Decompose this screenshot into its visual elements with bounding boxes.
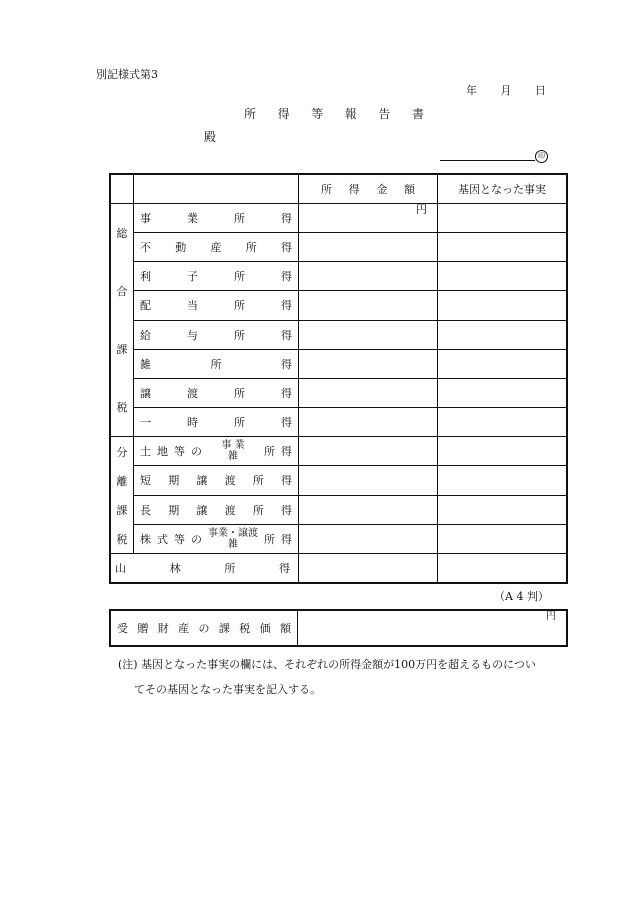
- amount-input[interactable]: [299, 524, 438, 553]
- amount-input[interactable]: [299, 291, 438, 320]
- corner-cell: [110, 174, 134, 204]
- amount-input[interactable]: [299, 466, 438, 495]
- amount-input[interactable]: [299, 262, 438, 291]
- table-row: [110, 204, 567, 233]
- date-line: [466, 82, 546, 98]
- amount-input[interactable]: 円: [299, 204, 438, 233]
- header-basis: 基因となった事実: [438, 174, 568, 204]
- row-label-short-term: 短 期 譲 渡 所 得: [134, 466, 299, 495]
- basis-input[interactable]: [438, 262, 568, 291]
- amount-input[interactable]: [299, 233, 438, 262]
- table-row: [110, 349, 567, 378]
- basis-input[interactable]: [438, 524, 568, 553]
- amount-input[interactable]: [299, 320, 438, 349]
- title-char: 所: [244, 107, 257, 121]
- basis-input[interactable]: [438, 204, 568, 233]
- amount-input[interactable]: [299, 554, 438, 584]
- year-label: 年: [466, 84, 477, 97]
- separate-label: 分 離 課 税: [110, 437, 134, 554]
- row-label-misc: 雑 所 得: [134, 349, 299, 378]
- title-char: 等: [311, 107, 324, 121]
- note-line-1: (注) 基因となった事実の欄には、それぞれの所得金額が100万円を超えるものについ: [118, 658, 536, 671]
- row-label-land: 土 地 等 の 事 業 雑 所 得: [134, 437, 299, 466]
- table-row: [110, 262, 567, 291]
- title-char: 告: [378, 107, 391, 121]
- basis-input[interactable]: [438, 437, 568, 466]
- amount-input[interactable]: [299, 349, 438, 378]
- row-label-salary: 給 与 所 得: [134, 320, 299, 349]
- signature-line[interactable]: [440, 160, 535, 161]
- table-row: [110, 610, 567, 646]
- table-row: [110, 378, 567, 407]
- basis-input[interactable]: [438, 554, 568, 584]
- row-label-interest: 利 子 所 得: [134, 262, 299, 291]
- row-label-stocks: 株 式 等 の 事業・譲渡 雑 所 得: [134, 524, 299, 553]
- row-label-dividend: 配 当 所 得: [134, 291, 299, 320]
- title-char: 得: [277, 107, 290, 121]
- basis-input[interactable]: [438, 495, 568, 524]
- month-label: 月: [500, 84, 512, 97]
- title-char: 報: [344, 107, 357, 121]
- basis-input[interactable]: [438, 466, 568, 495]
- amount-input[interactable]: [299, 407, 438, 436]
- amount-input[interactable]: [299, 437, 438, 466]
- table-row: [110, 437, 567, 466]
- basis-input[interactable]: [438, 320, 568, 349]
- amount-input[interactable]: [299, 495, 438, 524]
- table-row: [110, 466, 567, 495]
- paper-size-note: （A 4 判）: [494, 590, 549, 603]
- document-title: [244, 105, 424, 122]
- note-line-2: てその基因となった事実を記入する。: [134, 683, 321, 696]
- gift-label: 受 贈 財 産 の 課 税 価 額: [110, 610, 298, 646]
- row-label-real-estate: 不 動 産 所 得: [134, 233, 299, 262]
- basis-input[interactable]: [438, 407, 568, 436]
- row-label-transfer: 譲 渡 所 得: [134, 378, 299, 407]
- gift-table: [109, 609, 568, 647]
- row-label-forest: 山 林 所 得: [110, 554, 299, 584]
- table-row: [110, 291, 567, 320]
- header-blank: [134, 174, 299, 204]
- comprehensive-label: 総 合 課 税: [110, 204, 134, 437]
- table-row: [110, 320, 567, 349]
- title-char: 書: [411, 107, 424, 121]
- table-row: [110, 554, 567, 584]
- income-table: [109, 173, 568, 584]
- amount-input[interactable]: [299, 378, 438, 407]
- table-row: [110, 233, 567, 262]
- header-row: [110, 174, 567, 204]
- seal-mark: 印: [535, 150, 548, 163]
- basis-input[interactable]: [438, 233, 568, 262]
- table-row: [110, 495, 567, 524]
- table-row: [110, 407, 567, 436]
- table-row: [110, 524, 567, 553]
- header-amount: 所 得 金 額: [299, 174, 438, 204]
- basis-input[interactable]: [438, 378, 568, 407]
- day-label: 日: [535, 84, 546, 97]
- row-label-business: 事 業 所 得: [134, 204, 299, 233]
- gift-amount-input[interactable]: 円: [298, 610, 568, 646]
- basis-input[interactable]: [438, 291, 568, 320]
- row-label-occasional: 一 時 所 得: [134, 407, 299, 436]
- addressee: 殿: [204, 130, 217, 144]
- basis-input[interactable]: [438, 349, 568, 378]
- form-number: 別記様式第3: [96, 68, 158, 81]
- row-label-long-term: 長 期 譲 渡 所 得: [134, 495, 299, 524]
